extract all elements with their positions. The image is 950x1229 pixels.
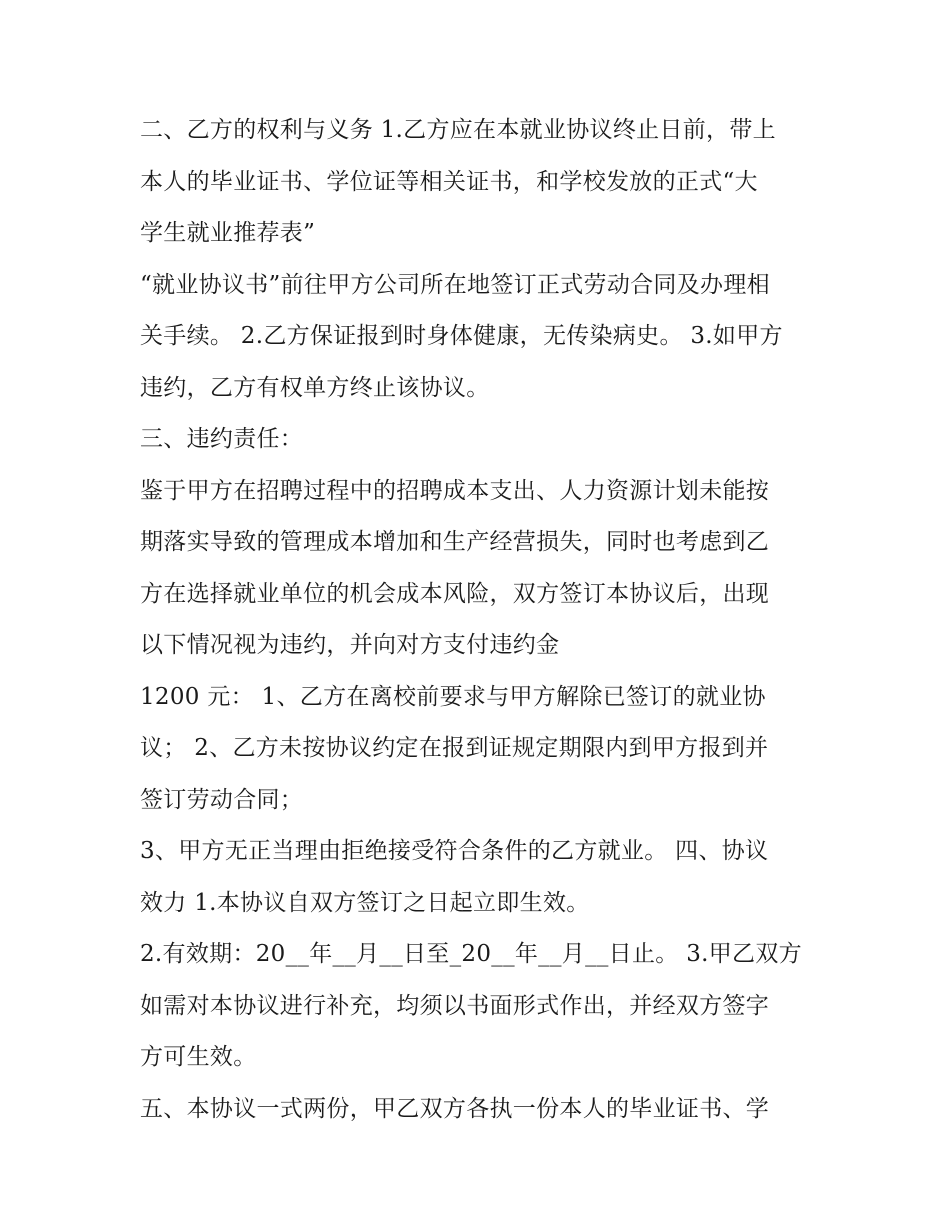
text-line: 期落实导致的管理成本增加和生产经营损失，同时也考虑到乙 <box>140 529 770 555</box>
text-line: 以下情况视为违约，并向对方支付违约金 <box>140 632 560 658</box>
text-line: 签订劳动合同； <box>140 786 304 813</box>
text-line: 2.有效期：20__年__月__日至_20__年__月__日止。 3.甲乙双方 <box>140 941 802 967</box>
text-line: 五、本协议一式两份，甲乙双方各执一份本人的毕业证书、学 <box>140 1095 770 1122</box>
text-line: 学生就业推荐表” <box>140 220 316 246</box>
text-line: 方在选择就业单位的机会成本风险，双方签订本协议后，出现 <box>140 580 770 607</box>
text-line: 本人的毕业证书、学位证等相关证书，和学校发放的正式“大 <box>140 168 758 195</box>
text-line: “就业协议书”前往甲方公司所在地签订正式劳动合同及办理相 <box>140 271 770 298</box>
text-line: 二、乙方的权利与义务 1.乙方应在本就业协议终止日前，带上 <box>140 117 776 143</box>
text-line: 如需对本协议进行补充，均须以书面形式作出，并经双方签字 <box>140 992 770 1019</box>
text-line: 关手续。 2.乙方保证报到时身体健康，无传染病史。 3.如甲方 <box>140 323 783 349</box>
section-heading: 三、违约责任： <box>140 426 304 452</box>
text-line: 违约，乙方有权单方终止该协议。 <box>140 374 490 401</box>
text-line: 鉴于甲方在招聘过程中的招聘成本支出、人力资源计划未能按 <box>140 477 770 504</box>
text-line: 1200 元： 1、乙方在离校前要求与甲方解除已签订的就业协 <box>140 683 766 710</box>
text-line: 方可生效。 <box>140 1044 257 1070</box>
text-line: 效力 1.本协议自双方签订之日起立即生效。 <box>140 889 590 916</box>
text-line: 议； 2、乙方未按协议约定在报到证规定期限内到甲方报到并 <box>140 735 769 761</box>
document-body <box>140 107 820 1137</box>
text-line: 3、甲方无正当理由拒绝接受符合条件的乙方就业。 四、协议 <box>140 838 769 864</box>
